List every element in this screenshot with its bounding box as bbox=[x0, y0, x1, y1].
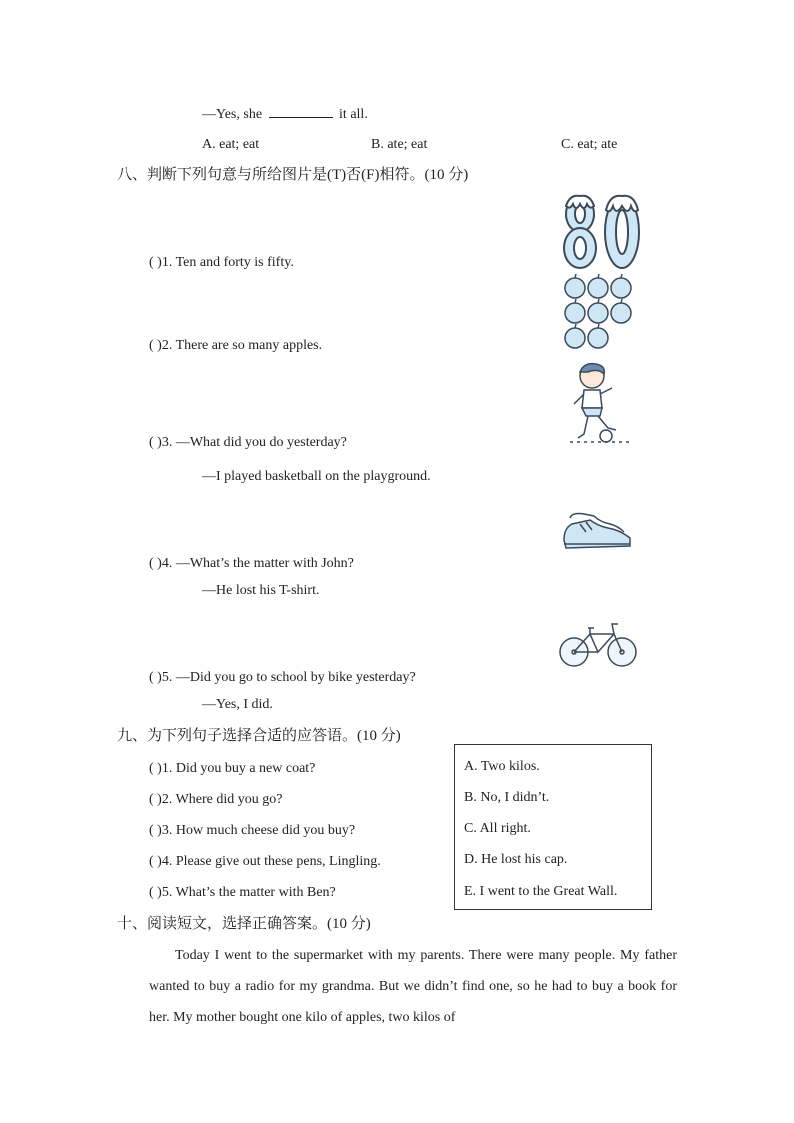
answer-paren[interactable]: ( ) bbox=[149, 761, 162, 776]
question-text: 4. Please give out these pens, Lingling. bbox=[161, 854, 381, 869]
s8-item-5-line2: —Yes, I did. bbox=[202, 697, 273, 712]
item-num: 5. bbox=[161, 670, 173, 685]
apple-3 bbox=[611, 274, 631, 298]
option-c[interactable]: C. eat; ate bbox=[561, 137, 618, 152]
s8-item-2 bbox=[149, 337, 322, 355]
answer-paren[interactable]: ( ) bbox=[149, 823, 162, 838]
digit-8-shape bbox=[564, 196, 596, 268]
s8-item-3-line2: —I played basketball on the playground. bbox=[202, 469, 431, 484]
answer-option-d: D. He lost his cap. bbox=[464, 852, 568, 867]
option-a[interactable]: A. eat; eat bbox=[202, 137, 260, 152]
shoes-icon bbox=[560, 510, 636, 552]
item-num: 1. bbox=[161, 255, 173, 270]
item-text: Ten and forty is fifty. bbox=[175, 255, 294, 270]
answer-paren[interactable]: ( ) bbox=[149, 255, 162, 270]
apple-5 bbox=[588, 299, 608, 323]
item-num: 4. bbox=[161, 556, 173, 571]
answer-paren[interactable]: ( ) bbox=[149, 435, 162, 450]
section8-title: 八、判断下列句意与所给图片是(T)否(F)相符。(10 分) bbox=[117, 167, 469, 183]
s9-question-3 bbox=[149, 822, 355, 840]
item-num: 3. bbox=[161, 435, 173, 450]
apple-2 bbox=[588, 274, 608, 298]
boy-football-icon bbox=[566, 362, 636, 448]
question-text: 1. Did you buy a new coat? bbox=[161, 761, 316, 776]
item-text: —What’s the matter with John? bbox=[175, 556, 354, 571]
question-text: 2. Where did you go? bbox=[161, 792, 283, 807]
reading-passage bbox=[149, 940, 677, 1033]
digit-0-shape bbox=[605, 196, 639, 268]
s8-item-3 bbox=[149, 434, 347, 452]
prev-answer-suffix: it all. bbox=[339, 107, 368, 122]
apples-icon bbox=[562, 274, 636, 352]
answer-paren[interactable]: ( ) bbox=[149, 885, 162, 900]
item-text: —Did you go to school by bike yesterday? bbox=[175, 670, 416, 685]
number-80-icon bbox=[560, 192, 644, 270]
prev-answer-line bbox=[202, 104, 368, 124]
apple-8 bbox=[588, 324, 608, 348]
answer-paren[interactable]: ( ) bbox=[149, 670, 162, 685]
answer-paren[interactable]: ( ) bbox=[149, 792, 162, 807]
answer-option-a: A. Two kilos. bbox=[464, 759, 540, 774]
s9-question-4 bbox=[149, 853, 381, 871]
section10-title: 十、阅读短文，选择正确答案。(10 分) bbox=[117, 916, 371, 932]
prev-answer-prefix: —Yes, she bbox=[202, 107, 263, 122]
item-text: There are so many apples. bbox=[175, 338, 323, 353]
answer-paren[interactable]: ( ) bbox=[149, 338, 162, 353]
apple-1 bbox=[565, 274, 585, 298]
s8-item-5 bbox=[149, 669, 416, 687]
s9-question-1 bbox=[149, 760, 315, 778]
answer-paren[interactable]: ( ) bbox=[149, 556, 162, 571]
question-text: 3. How much cheese did you buy? bbox=[161, 823, 356, 838]
s8-item-4-line2: —He lost his T-shirt. bbox=[202, 583, 320, 598]
answer-paren[interactable]: ( ) bbox=[149, 854, 162, 869]
apple-4 bbox=[565, 299, 585, 323]
option-b[interactable]: B. ate; eat bbox=[371, 137, 428, 152]
answer-option-b: B. No, I didn’t. bbox=[464, 790, 550, 805]
apple-7 bbox=[565, 324, 585, 348]
answer-blank[interactable] bbox=[269, 104, 333, 118]
bicycle-icon bbox=[558, 620, 638, 670]
s9-question-2 bbox=[149, 791, 282, 809]
apple-6 bbox=[611, 299, 631, 323]
s8-item-4 bbox=[149, 555, 354, 573]
item-text: —What did you do yesterday? bbox=[175, 435, 347, 450]
s9-question-5 bbox=[149, 884, 336, 902]
answer-option-c: C. All right. bbox=[464, 821, 531, 836]
section9-title: 九、为下列句子选择合适的应答语。(10 分) bbox=[117, 728, 401, 744]
item-num: 2. bbox=[161, 338, 173, 353]
answer-option-e: E. I went to the Great Wall. bbox=[464, 884, 618, 899]
question-text: 5. What’s the matter with Ben? bbox=[161, 885, 336, 900]
passage-text: Today I went to the supermarket with my parents. There were many people. My father wanted to buy a radio for my grandma. But we didn’t find one, so he had to buy a book for her. My mother bought one kilo of apples, two kilos of bbox=[149, 948, 677, 1025]
s8-item-1 bbox=[149, 254, 294, 272]
